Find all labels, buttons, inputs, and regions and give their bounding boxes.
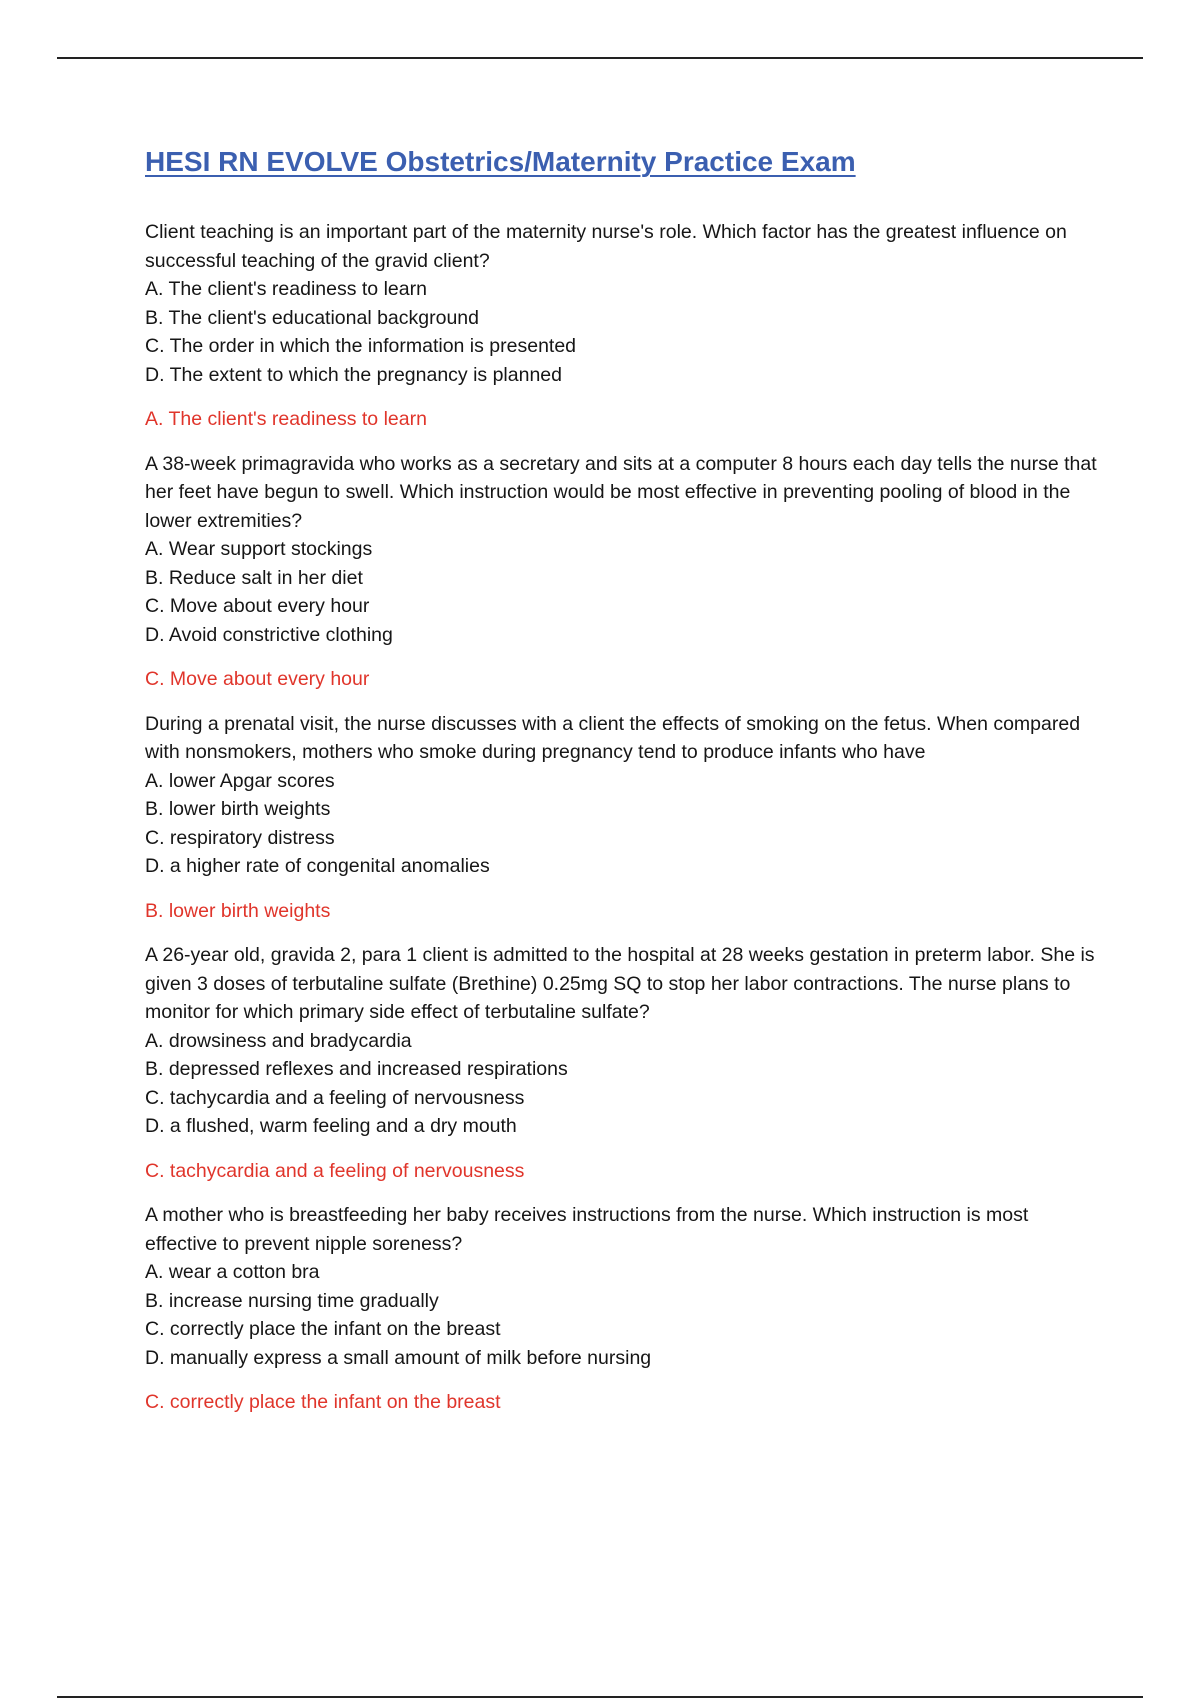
question-2 [145,450,1105,694]
question-stem: Client teaching is an important part of the maternity nurse's role. Which factor has the greatest influence on successful teaching of the gravid client? [145,221,1067,272]
option-b: B. Reduce salt in her diet [145,566,363,589]
question-5 [145,1201,1105,1417]
answer-text: A. The client's readiness to learn [145,408,427,430]
option-list [145,535,1105,649]
option-a: A. drowsiness and bradycardia [145,1029,412,1052]
option-d: D. manually express a small amount of milk before nursing [145,1346,652,1369]
option-b: B. increase nursing time gradually [145,1289,439,1312]
option-list [145,275,1105,389]
question-1 [145,218,1105,434]
option-list [145,767,1105,881]
answer-text: C. correctly place the infant on the breast [145,1391,501,1413]
option-d: D. a higher rate of congenital anomalies [145,855,490,877]
option-c: C. tachycardia and a feeling of nervousness [145,1086,525,1109]
question-4 [145,941,1105,1185]
option-d: D. The extent to which the pregnancy is planned [145,363,562,386]
option-c: C. Move about every hour [145,595,370,617]
question-stem: A 26-year old, gravida 2, para 1 client is admitted to the hospital at 28 weeks gestation in preterm labor. She is given 3 doses of terbutaline sulfate (Brethine) 0.25mg SQ to stop her labor contractions. The nurse plans to monitor for which primary side effect of terbutaline sulfate? [145,944,1095,1023]
option-b: B. depressed reflexes and increased respirations [145,1058,568,1080]
answer-text: C. Move about every hour [145,668,370,690]
page-title: HESI RN EVOLVE Obstetrics/Maternity Practice Exam [145,146,856,177]
option-c: C. The order in which the information is presented [145,335,577,357]
option-a: A. The client's readiness to learn [145,278,427,300]
answer-text: C. tachycardia and a feeling of nervousness [145,1159,525,1182]
option-c: C. respiratory distress [145,826,335,849]
option-a: A. wear a cotton bra [145,1261,320,1283]
option-d: D. a flushed, warm feeling and a dry mouth [145,1115,517,1137]
option-c: C. correctly place the infant on the breast [145,1318,501,1340]
question-3 [145,710,1105,926]
option-list [145,1027,1105,1141]
question-stem: A 38-week primagravida who works as a secretary and sits at a computer 8 hours each day tells the nurse that her feet have begun to swell. Which instruction would be most effective in preventing pooling of blood in the lower extremities? [145,452,1097,532]
option-a: A. Wear support stockings [145,538,373,560]
option-a: A. lower Apgar scores [145,769,335,792]
option-b: B. lower birth weights [145,798,331,820]
answer-text: B. lower birth weights [145,899,331,922]
document-body [145,140,1105,1433]
top-rule [57,57,1143,59]
question-stem: During a prenatal visit, the nurse discusses with a client the effects of smoking on the fetus. When compared with nonsmokers, mothers who smoke during pregnancy tend to produce infants who have [145,712,1081,763]
question-stem: A mother who is breastfeeding her baby receives instructions from the nurse. Which instruction is most effective to prevent nipple soreness? [145,1204,1029,1255]
option-d: D. Avoid constrictive clothing [145,623,393,646]
option-b: B. The client's educational background [145,306,479,329]
option-list [145,1258,1105,1372]
bottom-rule [57,1696,1143,1698]
